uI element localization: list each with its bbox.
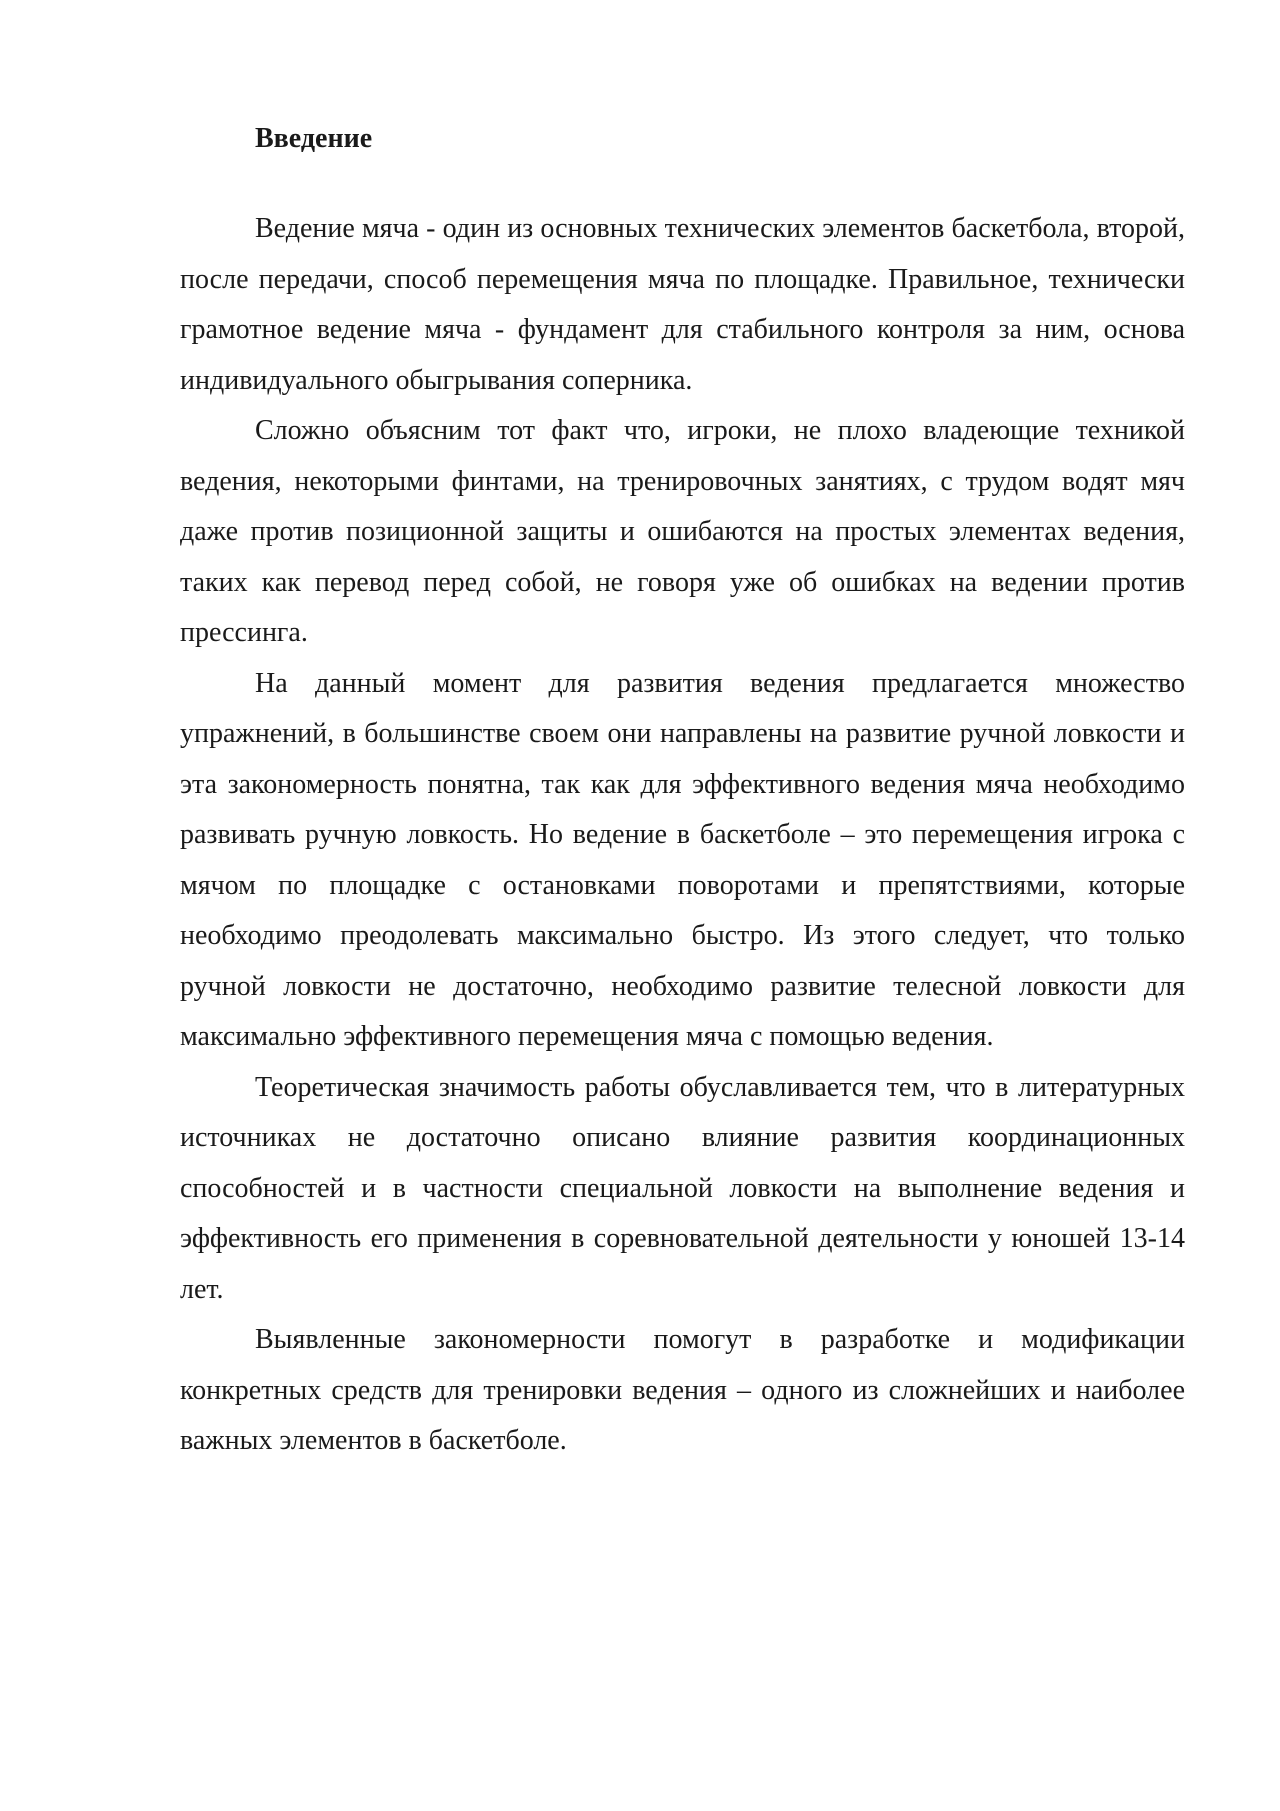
page-title: Введение: [255, 123, 373, 154]
paragraph-4: Теоретическая значимость работы обуславливается тем, что в литературных источниках не достаточно описано влияние развития координационных способностей и в частности специальной ловкости на выполнение ведения и эффективность его применения в соревновательной деятельности у юношей 13-14 лет.: [180, 1071, 1185, 1305]
paragraph-3: На данный момент для развития ведения предлагается множество упражнений, в большинстве своем они направлены на развитие ручной ловкости и эта закономерность понятна, так как для эффективного ведения мяча необходимо развивать ручную ловкость. Но ведение в баскетболе – это перемещения игрока с мячом по площадке с остановками поворотами и препятствиями, которые необходимо преодолевать максимально быстро. Из этого следует, что только ручной ловкости не достаточно, необходимо развитие телесной ловкости для максимально эффективного перемещения мяча с помощью ведения.: [180, 667, 1185, 1052]
paragraph-1: Ведение мяча - один из основных технических элементов баскетбола, второй, после передачи, способ перемещения мяча по площадке. Правильное, технически грамотное ведение мяча - фундамент для стабильного контроля за ним, основа индивидуального обыгрывания соперника.: [180, 213, 1185, 396]
paragraph-5: Выявленные закономерности помогут в разработке и модификации конкретных средств для тренировки ведения – одного из сложнейших и наиболее важных элементов в баскетболе.: [180, 1324, 1185, 1456]
paragraph-2: Сложно объясним тот факт что, игроки, не плохо владеющие техникой ведения, некоторыми финтами, на тренировочных занятиях, с трудом водят мяч даже против позиционной защиты и ошибаются на простых элементах ведения, таких как перевод перед собой, не говоря уже об ошибках на ведении против прессинга.: [180, 415, 1185, 648]
document-body: [180, 114, 1185, 1467]
